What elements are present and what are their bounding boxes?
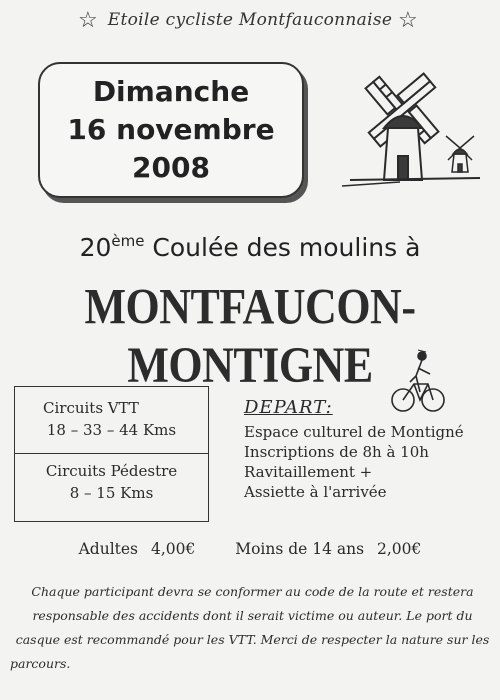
star-icon-right: ☆ — [398, 8, 418, 33]
circuits-vtt-label: Circuits VTT — [43, 399, 139, 417]
event-name: Coulée des moulins à — [144, 233, 421, 262]
star-icon-left: ☆ — [78, 8, 98, 33]
date-day-month: 16 novembre — [67, 113, 275, 146]
small-windmill-illustration — [440, 134, 480, 176]
participant-notice: Chaque participant devra se conformer au code de la route et restera responsable des accidents dont il serait victime ou auteur. Le port du casque est recommandé pour les VTT. Merci de respecter la nature sur les parcours. — [10, 584, 490, 671]
circuits-pedestrian-distances: 8 – 15 Kms — [69, 484, 154, 502]
circuits-box — [14, 386, 209, 522]
depart-location: Espace culturel de Montigné — [244, 423, 464, 441]
club-name: Etoile cycliste Montfauconnaise — [107, 10, 393, 30]
depart-registration: Inscriptions de 8h à 10h — [244, 443, 429, 461]
edition-suffix: ème — [111, 232, 145, 250]
circuits-vtt-distances: 18 – 33 – 44 Kms — [46, 421, 177, 439]
circuits-pedestrian-label: Circuits Pédestre — [45, 462, 178, 480]
circuits-pedestrian — [15, 453, 208, 519]
depart-refreshment: Ravitaillement + — [244, 463, 373, 481]
under14-price: 2,00€ — [377, 540, 422, 558]
depart-info — [244, 398, 484, 502]
event-edition-line — [0, 232, 500, 262]
town-name: MONTFAUCON-MONTIGNE — [84, 278, 416, 394]
depart-title: DEPART: — [244, 397, 333, 418]
depart-meal: Assiette à l'arrivée — [244, 483, 387, 501]
adults-label: Adultes — [78, 540, 139, 558]
edition-number: 20 — [79, 233, 112, 262]
date-year: 2008 — [132, 151, 210, 184]
date-day: Dimanche — [92, 75, 250, 108]
under14-label: Moins de 14 ans — [235, 540, 365, 558]
date-box — [38, 62, 304, 198]
adults-price: 4,00€ — [150, 540, 196, 558]
circuits-vtt — [15, 387, 208, 453]
prices-line — [0, 540, 500, 558]
